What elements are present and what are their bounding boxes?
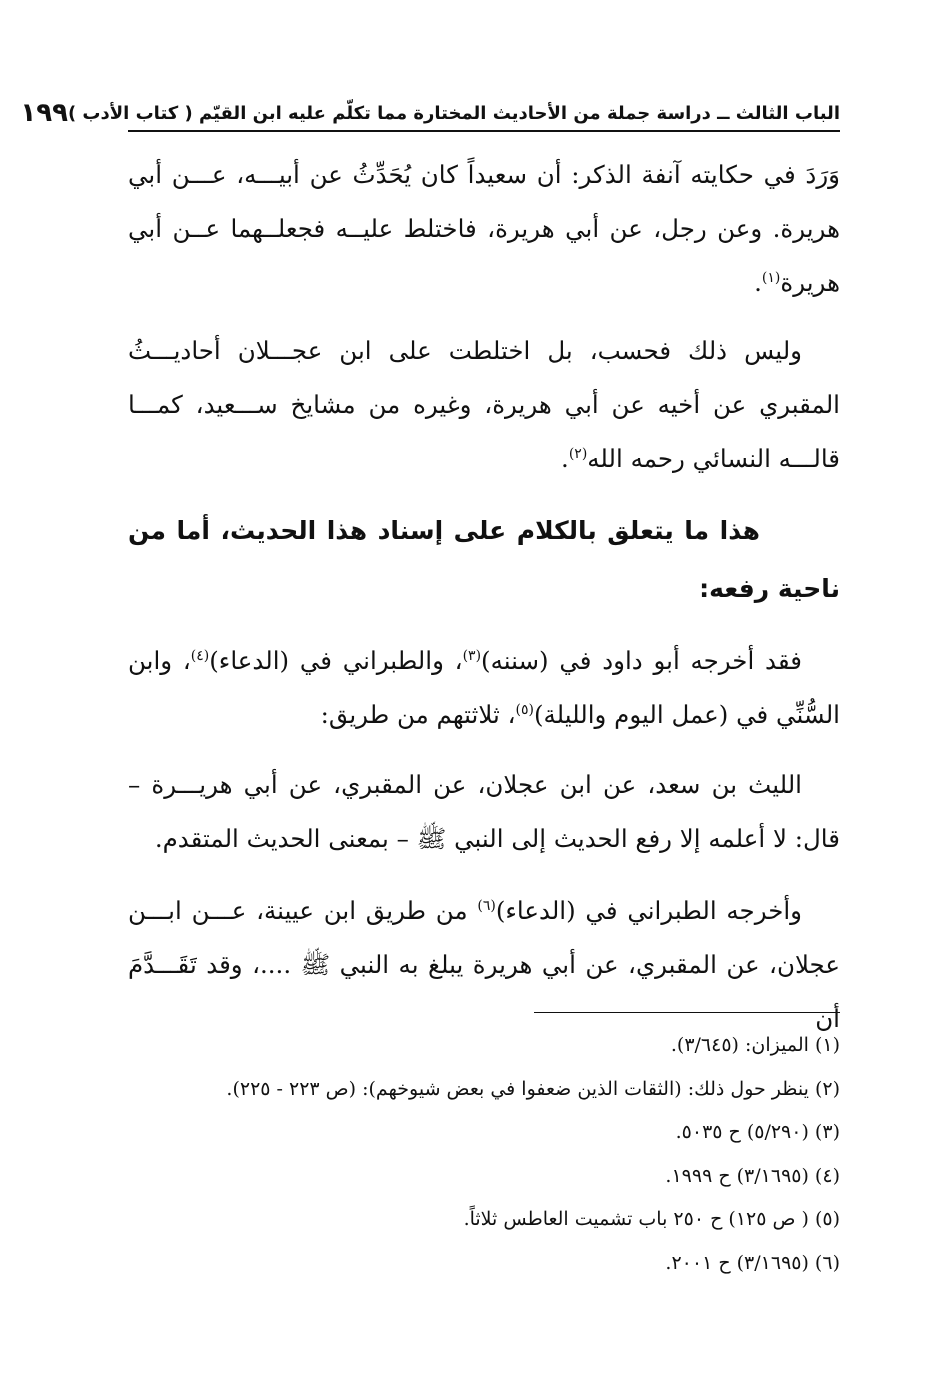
footnote-1: (١) الميزان: (٣/٦٤٥). <box>670 1034 840 1056</box>
section-heading: هذا ما يتعلق بالكلام على إسناد هذا الحديث، أما من ناحية رفعه: <box>128 516 840 603</box>
paragraph-5: وأخرجه الطبراني في (الدعاء)$^{(٦)}$ من طريق ابن عيينة، عـــن ابـــن عجلان، عن المقبري، عن أبي هريرة يبلغ به النبي ﷺ ....، وقد تَقَـــدَّمَ أن <box>128 896 840 1033</box>
footnote-ref-4[interactable]: (٤) <box>190 647 210 664</box>
footnote-ref-1[interactable]: (١) <box>761 269 781 286</box>
paragraph-1: وَرَدَ في حكايته آنفة الذكر: أن سعيداً كان يُحَدِّثُ عن أبيـــه، عـــن أبي هريرة. وعن رجل، عن أبي هريرة، فاختلط عليــه فجعلــهما عــن أبي هريرة$^{(١)}$. <box>128 160 840 297</box>
page-number: ١٩٩ <box>20 98 68 128</box>
footnote-ref-6[interactable]: (٦) <box>477 897 496 914</box>
paragraph-2: وليس ذلك فحسب، بل اختلطت على ابن عجـــلان أحاديـــثُ المقبري عن أخيه عن أبي هريرة، وغيره من مشايخ ســـعيد، كمـــا قالـــه النسائي رحمه الله$^{(٢)}$. <box>128 336 840 473</box>
footnote-ref-5[interactable]: (٥) <box>515 701 534 718</box>
footnote-5: (٥) ( ص ١٢٥) ح ٢٥٠ باب تشميت العاطس ثلاثاً. <box>463 1208 840 1230</box>
footnote-2: (٢) ينظر حول ذلك: (الثقات الذين ضعفوا في بعض شيوخهم): (ص ٢٢٣ - ٢٢٥). <box>226 1077 840 1100</box>
footnote-divider <box>534 1012 840 1013</box>
footnote-4: (٤) (٣/١٦٩٥) ح ١٩٩٩. <box>665 1164 840 1187</box>
footnote-3: (٣) (٥/٢٩٠) ح ٥٠٣٥. <box>675 1121 840 1143</box>
footnote-6: (٦) (٣/١٦٩٥) ح ٢٠٠١. <box>665 1251 840 1274</box>
paragraph-3: فقد أخرجه أبو داود في (سننه)$^{(٣)}$، والطبراني في (الدعاء)$^{(٤)}$، وابن السُّنِّي في (عمل اليوم والليلة)$^{(٥)}$، ثلاثتهم من طريق: <box>128 646 840 729</box>
footnotes <box>128 1024 840 1285</box>
running-header <box>20 96 840 132</box>
paragraph-4: الليث بن سعد، عن ابن عجلان، عن المقبري، عن أبي هريـــرة – قال: لا أعلمه إلا رفع الحديث إلى النبي ﷺ – بمعنى الحديث المتقدم. <box>128 770 840 853</box>
footnote-ref-2[interactable]: (٢) <box>568 445 588 462</box>
running-title: الباب الثالث ــ دراسة جملة من الأحاديث المختارة مما تكلّم عليه ابن القيّم ( كتاب الأدب ) <box>67 102 840 124</box>
footnote-ref-3[interactable]: (٣) <box>462 647 482 664</box>
